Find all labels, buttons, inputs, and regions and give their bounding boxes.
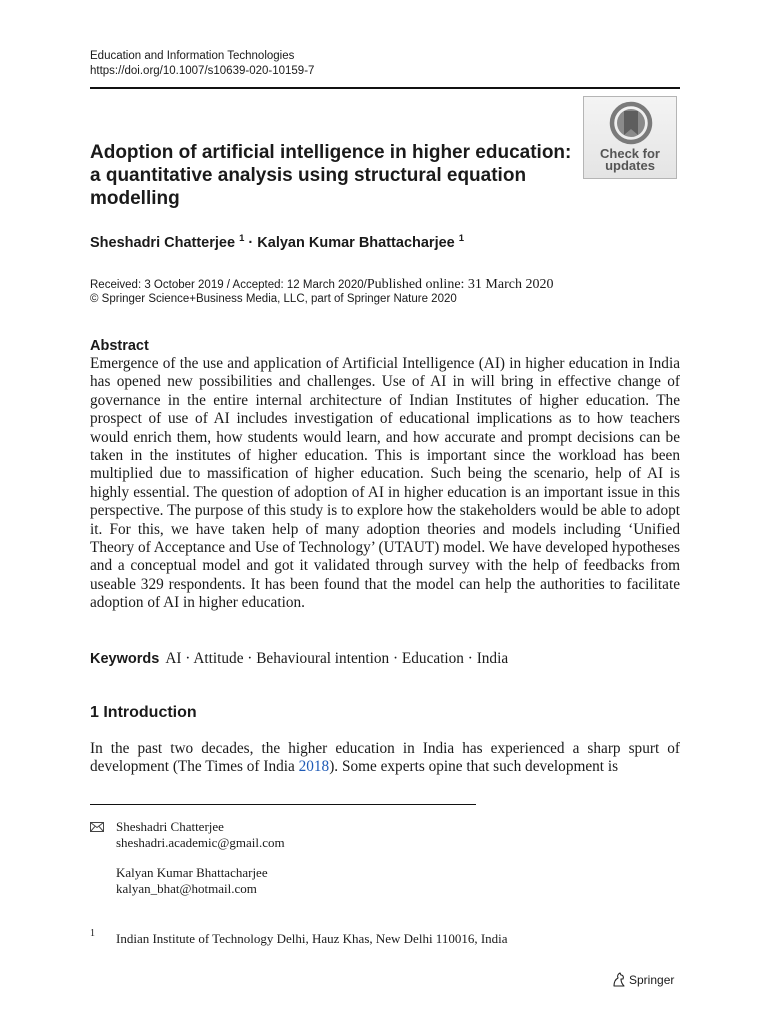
- intro-text-start: In the past two decades, the higher education in India has experienced a sharp spurt of development (The Times of India: [90, 740, 680, 776]
- article-dates: [90, 277, 553, 293]
- badge-line-1: Check for: [600, 146, 660, 161]
- article-title: Adoption of artificial intelligence in higher education: a quantitative analysis using structural equation modelling: [90, 142, 572, 209]
- affiliation-text: Indian Institute of Technology Delhi, Hauz Khas, New Delhi 110016, India: [116, 931, 508, 946]
- badge-text: [584, 148, 676, 172]
- author-list: [90, 233, 464, 251]
- citation-link[interactable]: 2018: [298, 758, 330, 776]
- section-heading-introduction: 1 Introduction: [90, 704, 197, 721]
- journal-name: Education and Information Technologies: [90, 50, 295, 62]
- envelope-icon: [90, 822, 104, 832]
- received-accepted-dates: Received: 3 October 2019 / Accepted: 12 March 2020/: [90, 279, 367, 291]
- abstract-heading: Abstract: [90, 338, 149, 354]
- keywords: [90, 650, 508, 668]
- header-rule: [90, 87, 680, 89]
- bookmark-icon: [609, 101, 653, 145]
- intro-text-end: ). Some experts opine that such development is: [329, 758, 619, 776]
- affiliation-number: 1: [90, 928, 95, 939]
- author-affiliation-marker: 1: [458, 233, 465, 244]
- author-name[interactable]: Kalyan Kumar Bhattacharjee: [257, 234, 455, 251]
- contact-email[interactable]: kalyan_bhat@hotmail.com: [116, 881, 257, 896]
- publisher-logo: [611, 972, 674, 987]
- springer-horse-icon: [611, 972, 626, 987]
- copyright-notice: © Springer Science+Business Media, LLC, part of Springer Nature 2020: [90, 293, 457, 305]
- published-online-date: Published online: 31 March 2020: [366, 277, 554, 292]
- keywords-label: Keywords: [90, 651, 160, 667]
- badge-line-2: updates: [605, 158, 655, 173]
- journal-header: [90, 49, 314, 79]
- author-separator: ·: [248, 234, 254, 251]
- contact-name: Kalyan Kumar Bhattacharjee: [116, 865, 268, 880]
- check-for-updates-badge[interactable]: [583, 96, 677, 179]
- publisher-name: Springer: [629, 973, 675, 987]
- author-name[interactable]: Sheshadri Chatterjee: [90, 234, 236, 251]
- keywords-list: AI · Attitude · Behavioural intention · Education · India: [165, 650, 509, 667]
- author-affiliation-marker: 1: [239, 233, 245, 244]
- abstract-text: Emergence of the use and application of Artificial Intelligence (AI) in higher education in India has opened new possibilities and challenges. Use of AI in will bring in effective change of governance in the entire internal architecture of Indian Institutes of higher education. The prospect of use of AI includes investigation of educational implications as to how teachers would enrich them, how students would learn, and how accurate and prompt decisions can be taken in the institutes of higher education. This is important since the workload has been multiplied due to massification of higher education. Such being the scenario, help of AI is highly essential. The question of adoption of AI in higher education is an important issue in this perspective. The purpose of this study is to explore how the stakeholders would be able to adopt it. For this, we have taken help of many adoption theories and models including ‘Unified Theory of Acceptance and Use of Technology’ (UTAUT) model. We have developed hypotheses and a conceptual model and got it validated through survey with the help of feedbacks from useable 329 respondents. It has been found that the model can help the authorities to facilitate adoption of AI in higher education.: [90, 355, 680, 612]
- footnote-rule: [90, 804, 476, 805]
- doi-link[interactable]: https://doi.org/10.1007/s10639-020-10159-7: [90, 65, 315, 77]
- contact-name: Sheshadri Chatterjee: [116, 819, 224, 834]
- contact-email[interactable]: sheshadri.academic@gmail.com: [116, 835, 285, 850]
- introduction-text: [90, 740, 680, 777]
